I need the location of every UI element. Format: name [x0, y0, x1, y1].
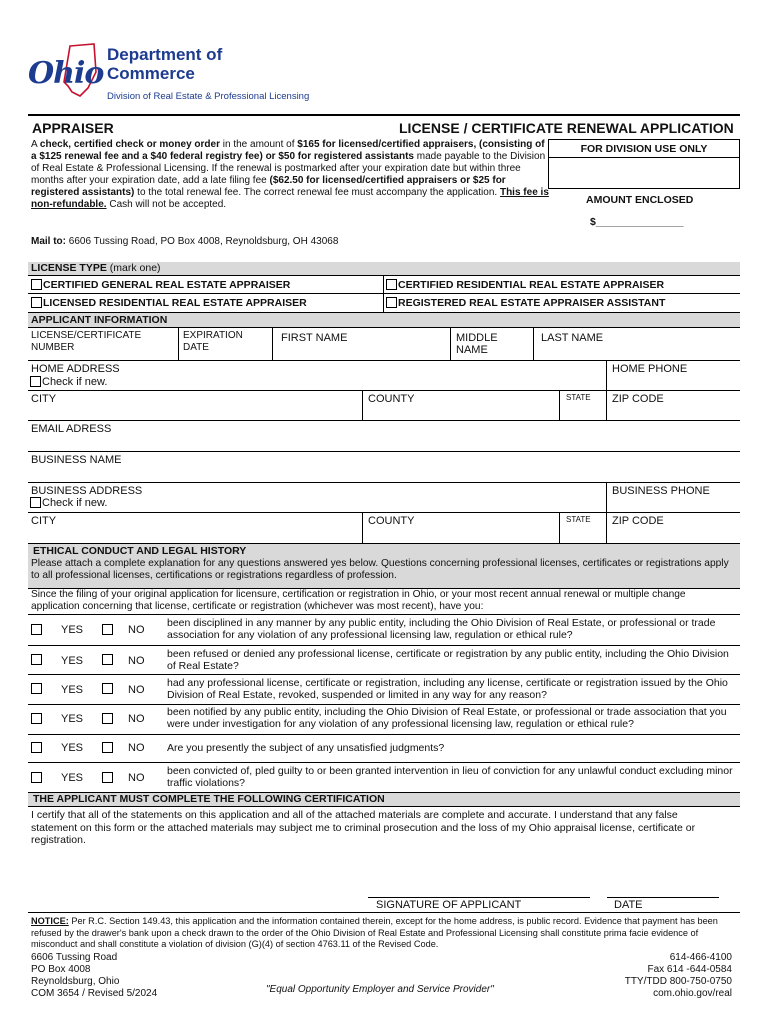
business-check-if-new-label: Check if new. [42, 497, 108, 509]
q3-text: had any professional license, certificate or registration, including any license, certificate or registration issued by the Ohio Division of Real Estate, revoked, suspended or limited in any way for any reason? [167, 677, 728, 701]
division-use-label: FOR DIVISION USE ONLY [580, 143, 708, 155]
license-type-checkbox-cg[interactable] [31, 279, 42, 290]
home-state-field[interactable]: STATE [566, 393, 591, 402]
business-state-field[interactable]: STATE [566, 515, 591, 524]
division-use-box [548, 139, 740, 189]
business-phone-field[interactable]: BUSINESS PHONE [612, 485, 710, 497]
q2-text: been refused or denied any professional license, certificate or registration by any public entity, including the Ohio Division of Real Estate? [167, 648, 729, 672]
certification-heading: THE APPLICANT MUST COMPLETE THE FOLLOWING CERTIFICATION [33, 793, 385, 805]
applicant-info-label: APPLICANT INFORMATION [31, 314, 168, 326]
date-label: DATE [614, 899, 643, 911]
q5-text: Are you presently the subject of any unsatisfied judgments? [167, 742, 445, 754]
footer-tagline: "Equal Opportunity Employer and Service Provider" [266, 984, 494, 995]
q3-yes-checkbox[interactable] [31, 683, 42, 694]
q1-yes-checkbox[interactable] [31, 624, 42, 635]
q1-no-label: NO [128, 624, 145, 636]
q1-text: been disciplined in any manner by any public entity, including the Ohio Division of Real Estate, or professional or trade association for any violation of any professional licensing law, regulation or ethical rule? [167, 617, 716, 641]
intro-paragraph: A check, certified check or money order in the amount of $165 for licensed/certified appraisers, (consisting of a $125 renewal fee and a $40 federal registry fee) or $50 for registered assistants made payable to the Division of Real Estate & Professional Licensing. If the renewal is postmarked after your expiration date but within three months after your expiration date, add a late filing fee ($62.50 for licensed/certified appraisers or $25 for registered assistants) to the total renewal fee. The correct renewal fee must accompany the application. This fee is non-refundable. Cash will not be accepted. [31, 139, 549, 210]
signature-line[interactable] [368, 897, 590, 898]
ohio-logo [28, 42, 104, 100]
home-zip-field[interactable]: ZIP CODE [612, 393, 664, 405]
q3-no-label: NO [128, 684, 145, 696]
business-address-new-checkbox[interactable] [30, 497, 41, 508]
business-county-field[interactable]: COUNTY [368, 515, 415, 527]
q6-text: been convicted of, pled guilty to or been granted intervention in lieu of conviction for any unlawful conduct excluding minor traffic violations? [167, 765, 733, 789]
top-rule [28, 114, 740, 116]
dept-line2: Commerce [107, 64, 195, 83]
footer-contact: 614-466-4100 Fax 614 -644-0584 TTY/TDD 800-750-0750 com.ohio.gov/real [624, 952, 732, 999]
license-type-cg-label: CERTIFIED GENERAL REAL ESTATE APPRAISER [43, 279, 291, 291]
mail-to: Mail to: 6606 Tussing Road, PO Box 4008, Reynoldsburg, OH 43068 [31, 236, 339, 247]
notice-text: NOTICE: Per R.C. Section 149.43, this application and the information contained therein, except for the home address, is public record. Evidence that payment has been refused by the drawer's bank upon a check drawn to the order of the Ohio Division of Real Estate and Professional Licensing shall constitute prima facie evidence of misconduct and shall constitute a violation of division (G)(4) of section 4763.11 of the Revised Code. [31, 916, 718, 949]
amount-enclosed-field[interactable]: $_______________ [590, 216, 684, 228]
q6-no-checkbox[interactable] [102, 772, 113, 783]
business-zip-field[interactable]: ZIP CODE [612, 515, 664, 527]
form-title-left: APPRAISER [32, 120, 114, 136]
logo-word: Ohio [28, 56, 104, 91]
business-city-field[interactable]: CITY [31, 515, 57, 527]
q5-no-checkbox[interactable] [102, 742, 113, 753]
q6-yes-checkbox[interactable] [31, 772, 42, 783]
home-county-field[interactable]: COUNTY [368, 393, 415, 405]
signature-label: SIGNATURE OF APPLICANT [376, 899, 522, 911]
q4-yes-label: YES [61, 713, 84, 725]
home-check-if-new-label: Check if new. [42, 376, 108, 388]
q2-yes-checkbox[interactable] [31, 654, 42, 665]
q5-yes-label: YES [61, 742, 84, 754]
home-address-new-checkbox[interactable] [30, 376, 41, 387]
q2-no-checkbox[interactable] [102, 654, 113, 665]
license-type-checkbox-cr[interactable] [386, 279, 397, 290]
q6-no-label: NO [128, 772, 145, 784]
license-type-checkbox-lr[interactable] [31, 297, 42, 308]
q6-yes-label: YES [61, 772, 84, 784]
license-type-cr-label: CERTIFIED RESIDENTIAL REAL ESTATE APPRAISER [398, 279, 665, 291]
middle-name-field[interactable]: MIDDLE NAME [456, 332, 498, 356]
q2-yes-label: YES [61, 655, 84, 667]
license-type-lr-label: LICENSED RESIDENTIAL REAL ESTATE APPRAISER [43, 297, 307, 309]
q4-yes-checkbox[interactable] [31, 713, 42, 724]
ethics-heading: ETHICAL CONDUCT AND LEGAL HISTORY [33, 545, 247, 557]
q1-yes-label: YES [61, 624, 84, 636]
q4-no-label: NO [128, 713, 145, 725]
home-city-field[interactable]: CITY [31, 393, 57, 405]
license-type-ra-label: REGISTERED REAL ESTATE APPRAISER ASSISTANT [398, 297, 666, 309]
business-address-field[interactable]: BUSINESS ADDRESS [31, 485, 143, 497]
last-name-field[interactable]: LAST NAME [541, 332, 604, 344]
business-name-field[interactable]: BUSINESS NAME [31, 454, 122, 466]
first-name-field[interactable]: FIRST NAME [281, 332, 348, 344]
q4-text: been notified by any public entity, including the Ohio Division of Real Estate, or professional or trade association that you were under investigation for any violation of any professional licensing law, regulation or ethical rule? [167, 706, 727, 730]
expiration-date-field[interactable]: EXPIRATION DATE [183, 330, 243, 353]
email-field[interactable]: EMAIL ADRESS [31, 423, 112, 435]
division-name: Division of Real Estate & Professional Licensing [107, 91, 310, 102]
footer-address: 6606 Tussing Road PO Box 4008 Reynoldsburg, Ohio COM 3654 / Revised 5/2024 [31, 952, 158, 999]
q2-no-label: NO [128, 655, 145, 667]
q3-no-checkbox[interactable] [102, 683, 113, 694]
license-number-field[interactable]: LICENSE/CERTIFICATE NUMBER [31, 330, 142, 353]
license-type-checkbox-ra[interactable] [386, 297, 397, 308]
date-line[interactable] [607, 897, 719, 898]
q5-yes-checkbox[interactable] [31, 742, 42, 753]
dept-line1: Department of [107, 45, 223, 64]
amount-enclosed-label: AMOUNT ENCLOSED [586, 194, 694, 206]
license-type-label: LICENSE TYPE (mark one) [31, 262, 161, 274]
q5-no-label: NO [128, 742, 145, 754]
home-phone-field[interactable]: HOME PHONE [612, 363, 688, 375]
ethics-note: Please attach a complete explanation for any questions answered yes below. Questions concerning professional licenses, certificates or registrations apply to all professional licenses, certifications or registrations regardless of profession. [31, 558, 729, 581]
form-title-right: LICENSE / CERTIFICATE RENEWAL APPLICATION [399, 120, 734, 136]
home-address-field[interactable]: HOME ADDRESS [31, 363, 120, 375]
ethics-lead: Since the filing of your original application for licensure, certification or registration in Ohio, or your most recent annual renewal or multiple change application concerning that license, certificate or registration (whichever was most recent), have you: [31, 589, 686, 612]
footer-website-link[interactable]: com.ohio.gov/real [653, 988, 732, 999]
q3-yes-label: YES [61, 684, 84, 696]
q4-no-checkbox[interactable] [102, 713, 113, 724]
certification-text: I certify that all of the statements on this application and all of the attached materials are complete and accurate. I understand that any false statement on this form or the attached materials may subject me to criminal prosecution and the loss of my Ohio appraisal license, certificate or registration. [31, 809, 696, 846]
q1-no-checkbox[interactable] [102, 624, 113, 635]
